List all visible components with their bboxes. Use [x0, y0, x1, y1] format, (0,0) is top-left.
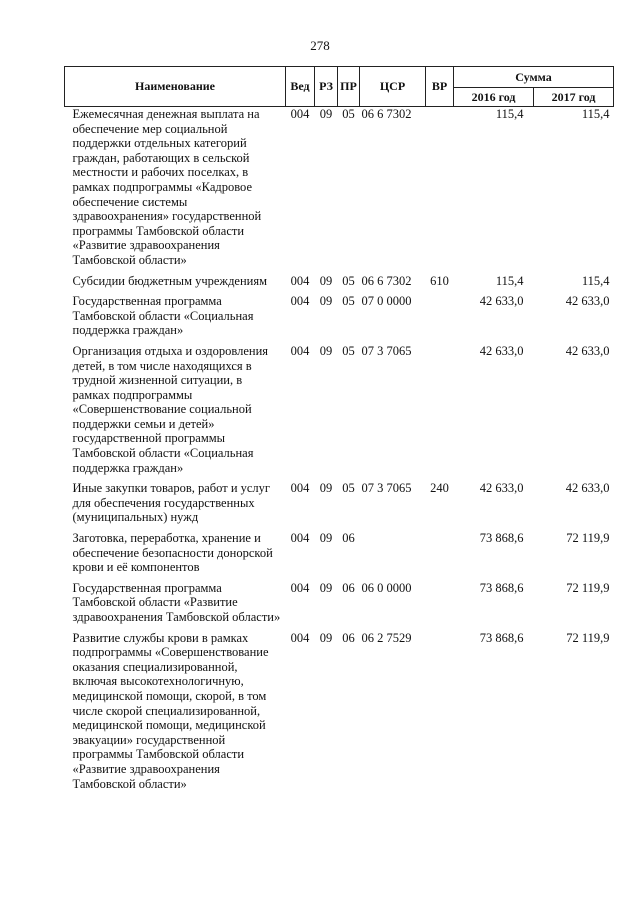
row-sum-2017: 72 119,9	[566, 630, 610, 645]
row-name: Иные закупки товаров, работ и услуг для обеспечения государственных (муниципальных) нужд	[72, 481, 271, 525]
table-row	[65, 531, 614, 581]
row-sum-2017: 72 119,9	[566, 580, 610, 595]
row-sum-2016: 42 633,0	[479, 481, 524, 496]
budget-table	[64, 66, 614, 797]
row-vr	[426, 631, 454, 798]
table-body	[65, 107, 614, 798]
row-sum-2017: 42 633,0	[565, 481, 610, 496]
row-csr: 06 2 7529	[361, 630, 412, 645]
row-vr	[426, 107, 454, 274]
row-vr: 240	[430, 481, 449, 496]
row-rz: 09	[319, 107, 333, 121]
row-name: Государственная программа Тамбовской области «Социальная поддержка граждан»	[72, 294, 254, 338]
row-ved: 004	[290, 343, 310, 358]
header-ved: Вед	[286, 67, 315, 107]
row-name: Субсидии бюджетным учреждениям	[72, 273, 268, 288]
table-row	[65, 581, 614, 631]
header-csr: ЦСР	[360, 67, 426, 107]
row-vr	[426, 344, 454, 481]
row-sum-2017: 115,4	[581, 273, 610, 288]
table-row	[65, 294, 614, 344]
row-pr: 05	[342, 481, 355, 496]
row-sum-2017: 72 119,9	[566, 531, 610, 546]
row-sum-2016: 42 633,0	[479, 294, 524, 309]
row-name: Заготовка, переработка, хранение и обеспечение безопасности донорской крови и её компонентов	[72, 531, 273, 575]
row-rz: 09	[319, 343, 333, 358]
row-pr: 05	[342, 343, 355, 358]
row-ved: 004	[290, 107, 310, 121]
row-sum-2017: 115,4	[581, 107, 610, 121]
row-sum-2016: 73 868,6	[479, 580, 524, 595]
row-csr	[360, 531, 426, 581]
row-ved: 004	[290, 273, 310, 288]
row-sum-2016: 115,4	[495, 107, 524, 121]
page-number: 278	[310, 38, 330, 53]
row-csr: 07 3 7065	[361, 343, 412, 358]
table-row	[65, 481, 614, 531]
table-row	[65, 344, 614, 481]
row-ved: 004	[290, 630, 310, 645]
row-sum-2016: 42 633,0	[479, 343, 524, 358]
row-sum-2017: 42 633,0	[565, 343, 610, 358]
row-csr: 06 6 7302	[361, 107, 412, 121]
header-year-2016: 2016 год	[454, 88, 534, 107]
row-name: Государственная программа Тамбовской области «Развитие здравоохранения Тамбовской области»	[72, 580, 281, 624]
table-row	[65, 274, 614, 295]
row-name: Ежемесячная денежная выплата на обеспечение мер социальной поддержки отдельных категорий граждан, работающих в сельской местности и рабочих поселках, в рамках подпрограммы «Кадровое обеспечение системы здравоохранения» государственной программы Тамбовской области «Развитие здравоохранения Тамбовской области»	[72, 107, 262, 267]
header-year-2017: 2017 год	[534, 88, 614, 107]
row-rz: 09	[319, 273, 333, 288]
row-csr: 06 0 0000	[361, 580, 412, 595]
row-rz: 09	[319, 294, 333, 309]
row-name: Развитие службы крови в рамках подпрограммы «Совершенствование оказания специализированной, включая высокотехнологичную, медицинской помощи, скорой, в том числе скорой специализированной, медицинской помощи, медицинской эвакуации» государственной программы Тамбовской области «Развитие здравоохранения Тамбовской области»	[72, 630, 269, 791]
row-vr	[426, 581, 454, 631]
row-pr: 05	[342, 107, 355, 121]
row-sum-2017: 42 633,0	[565, 294, 610, 309]
row-vr: 610	[430, 273, 449, 288]
header-vr: ВР	[426, 67, 454, 107]
row-ved: 004	[290, 481, 310, 496]
row-rz: 09	[319, 531, 333, 546]
row-vr	[426, 531, 454, 581]
header-pr: ПР	[338, 67, 360, 107]
row-csr: 07 0 0000	[361, 294, 412, 309]
table-row	[65, 107, 614, 274]
row-vr	[426, 294, 454, 344]
table-header	[65, 67, 614, 107]
table-row	[65, 631, 614, 798]
row-rz: 09	[319, 580, 333, 595]
row-pr: 05	[342, 273, 355, 288]
row-rz: 09	[319, 630, 333, 645]
row-ved: 004	[290, 580, 310, 595]
row-csr: 07 3 7065	[361, 481, 412, 496]
row-pr: 06	[342, 630, 355, 645]
header-name: Наименование	[65, 67, 286, 107]
row-pr: 06	[342, 531, 355, 546]
row-name: Организация отдыха и оздоровления детей, в том числе находящихся в трудной жизненной ситуации, в рамках подпрограммы «Совершенствование социальной поддержки семьи и детей» государственной программы Тамбовской области «Социальная поддержка граждан»	[72, 343, 269, 475]
row-pr: 05	[342, 294, 355, 309]
row-sum-2016: 73 868,6	[479, 630, 524, 645]
row-sum-2016: 73 868,6	[479, 531, 524, 546]
row-rz: 09	[319, 481, 333, 496]
row-pr: 06	[342, 580, 355, 595]
row-sum-2016: 115,4	[495, 273, 524, 288]
row-csr: 06 6 7302	[361, 273, 412, 288]
header-rz: РЗ	[315, 67, 338, 107]
header-sum: Сумма	[454, 67, 614, 88]
row-ved: 004	[290, 294, 310, 309]
row-ved: 004	[290, 531, 310, 546]
